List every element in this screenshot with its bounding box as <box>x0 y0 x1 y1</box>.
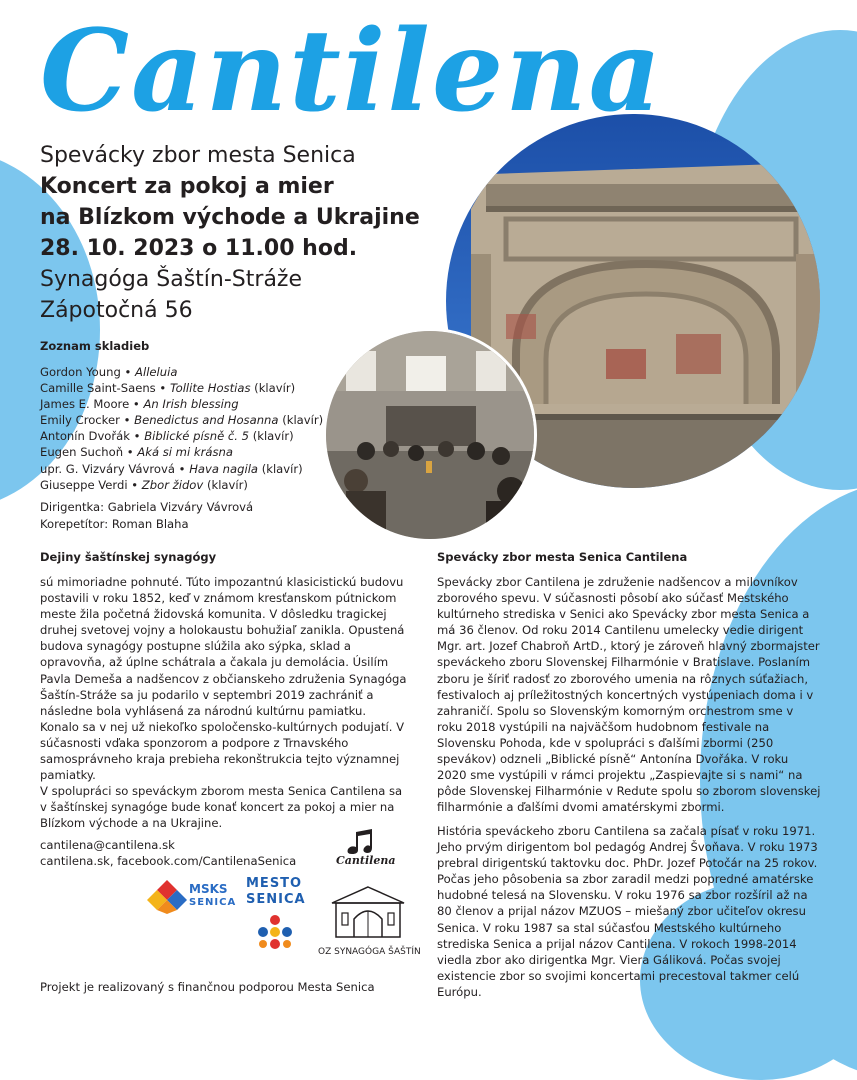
program-separator: • <box>119 413 135 428</box>
program-item <box>40 380 323 396</box>
program-heading: Zoznam skladieb <box>40 339 150 353</box>
program-title: Zbor židov <box>141 477 204 492</box>
contact-links[interactable]: cantilena.sk, facebook.com/CantilenaSenica <box>40 854 297 868</box>
concert-interior-photo <box>323 328 537 542</box>
msks-line1: MSKS <box>189 882 228 896</box>
program-item <box>40 428 323 444</box>
mesto-dots-icon <box>250 914 300 958</box>
program-separator: • <box>155 381 170 396</box>
msks-senica-logo <box>147 878 242 914</box>
program-title: Biblické písně č. 5 <box>144 429 250 444</box>
program-composer: Antonín Dvořák <box>40 429 130 444</box>
program-separator: • <box>130 429 145 444</box>
program-list <box>40 364 323 493</box>
program-title: Alleluia <box>135 365 178 379</box>
choir-paragraph-1: Spevácky zbor Cantilena je združenie nadšencov a milovníkov zborového spevu. V súčasnosti pôsobí ako súčasť Mestského kultúrneho strediska v Senici ako Spevácky zbor mesta Senica a má 36 členov. Od roku 2014 Cantilenu umelecky vedie dirigent Mgr. art. Jozef Chabroň ArtD., ktorý je zároveň hlavný zbormajster speváckeho zboru Slovenskej Filharmónie v Bratislave. Poslaním zboru je šíriť radosť zo zborového umenia na rôznych súťažiach, festivaloch aj príležitostných koncertných vystúpeniach doma i v zahraničí. Spolu so Slovenským komorným orchestrom sme v roku 2018 vystúpili na najväčšom hudobnom festivale na Slovensku Pohoda, kde v spolupráci s ďalšími zbormi (250 spevákov) odzneli „Biblické písně“ Antonína Dvořáka. V roku 2020 sme vystúpili v rámci projektu „Zaspievajte si s nami“ na pôde Slovenskej Filharmónie v Redute spolu so zborom slovenskej filharmónie a ďalšími dvomi amatérskymi zbormi. <box>437 575 821 815</box>
program-separator: • <box>123 445 138 460</box>
program-composer: Giuseppe Verdi <box>40 477 128 492</box>
program-composer: upr. G. Vizváry Vávrová <box>40 461 175 476</box>
program-note: (klavír) <box>250 381 296 396</box>
program-composer: James E. Moore <box>40 397 130 412</box>
msks-diamond-icon <box>147 878 187 914</box>
program-title: Benedictus and Hosanna <box>134 413 279 428</box>
event-line-2: na Blízkom východe a Ukrajine <box>40 205 420 230</box>
program-title: Aká si mi krásna <box>137 445 233 460</box>
subtitle: Spevácky zbor mesta Senica <box>40 143 356 168</box>
repetiteur: Korepetítor: Roman Blaha <box>40 517 189 531</box>
event-datetime: 28. 10. 2023 o 11.00 hod. <box>40 236 358 261</box>
event-address: Zápotočná 56 <box>40 298 193 323</box>
program-item <box>40 412 323 428</box>
choir-paragraph-2: História speváckeho zboru Cantilena sa začala písať v roku 1971. Jeho prvým dirigentom bol pedagóg Andrej Švoňava. V roku 1973 prebral dirigentskú taktovku doc. PhDr. Jozef Potočár na 25 rokov. Počas jeho pôsobenia sa zbor zaradil medzi popredné amatérske hudobné telesá na Slovensku. V roku 1976 sa zbor rozšíril až na 80 členov a prijal názov MZUOS – miešaný zbor učiteľov okresu Senica. V roku 1987 sa stal súčasťou Mestského kultúrneho strediska Senica a prijal názov Cantilena. V rokoch 1998-2014 viedla zbor ako dirigentka Mgr. Viera Gáliková. Počas svojej existencie zbor so svojimi koncertami precestoval takmer celú Európu. <box>437 824 818 999</box>
program-title: An Irish blessing <box>143 397 239 412</box>
event-line-1: Koncert za pokoj a mier <box>40 174 334 199</box>
program-separator: • <box>129 397 144 412</box>
cantilena-logo <box>336 828 396 878</box>
program-title: Hava nagila <box>189 461 259 476</box>
program-note: (klavír) <box>258 461 303 476</box>
msks-line2: SENICA <box>189 897 237 908</box>
program-title: Tollite Hostias <box>169 381 251 396</box>
program-item <box>40 396 323 412</box>
history-paragraph-1: sú mimoriadne pohnuté. Túto impozantnú klasicistickú budovu postavili v roku 1852, keď v známom kresťanskom pútnickom meste žila početná židovská komunita. V dôsledku tragickej druhej svetovej vojny a holokaustu bohužiaľ zanikla. Opustená budova synagógy postupne slúžila ako sýpka, sklad a opravovňa, až úplne schátrala a čakala ju demolácia. Úsilím Pavla Demeša a nadšencov z občianskeho združenia Synagóga Šaštín-Stráže sa ju podarilo v septembri 2019 zachrániť a následne bola vyhlásená za národnú kultúrnu pamiatku. Konalo sa v nej už niekoľko spoločensko-kultúrnych podujatí. V súčasnosti vďaka sponzorom a podpore z Trnavského samosprávneho kraja prebieha rekonštrukcia tejto významnej pamiatky. <box>40 575 407 783</box>
program-item <box>40 461 323 477</box>
main-title: Cantilena <box>40 6 664 137</box>
program-separator: • <box>120 365 136 379</box>
program-composer: Gordon Young <box>40 365 121 379</box>
cantilena-logo-text: Cantilena <box>336 854 396 867</box>
conductor: Dirigentka: Gabriela Vizváry Vávrová <box>40 500 254 514</box>
program-composer: Camille Saint-Saens <box>40 381 156 396</box>
program-item <box>40 477 323 493</box>
synagoga-logo-text: OZ SYNAGÓGA ŠAŠTÍN <box>318 947 421 957</box>
program-item <box>40 364 323 380</box>
program-item <box>40 444 323 460</box>
program-note: (klavír) <box>203 477 248 492</box>
mesto-line1: MESTO <box>246 876 303 891</box>
program-separator: • <box>174 461 190 476</box>
contact-email[interactable]: cantilena@cantilena.sk <box>40 838 175 852</box>
history-heading: Dejiny šaštínskej synagógy <box>40 550 217 564</box>
mesto-senica-logo <box>244 876 304 960</box>
history-paragraph-2: V spolupráci so speváckym zborom mesta Senica Cantilena sa v šaštínskej synagóge bude konať koncert za pokoj a mier na Blízkom východe a na Ukrajine. <box>40 784 403 831</box>
program-note: (klavír) <box>278 413 324 428</box>
synagogue-building-icon <box>330 885 406 939</box>
program-note: (klavír) <box>249 429 294 444</box>
event-venue: Synagóga Šaštín-Stráže <box>40 267 303 292</box>
program-composer: Emily Crocker <box>40 413 120 428</box>
mesto-line2: SENICA <box>246 892 306 907</box>
footer-note: Projekt je realizovaný s finančnou podporou Mesta Senica <box>40 980 375 994</box>
oz-synagoga-logo <box>318 885 421 965</box>
program-separator: • <box>127 477 142 492</box>
choir-heading: Spevácky zbor mesta Senica Cantilena <box>437 550 688 564</box>
program-composer: Eugen Suchoň <box>40 445 124 460</box>
